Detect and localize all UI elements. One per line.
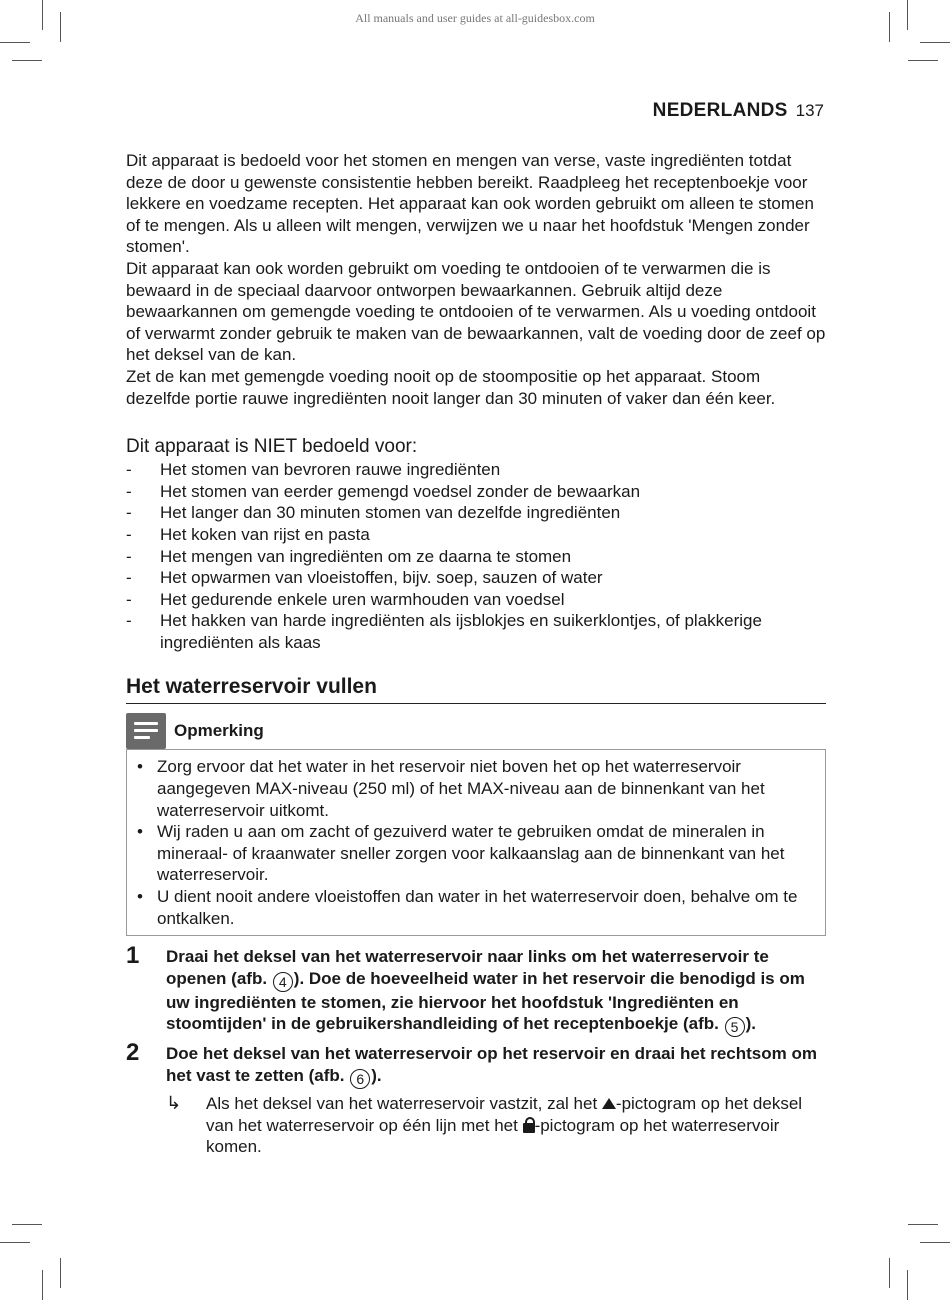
page-header: [653, 100, 824, 122]
watermark: All manuals and user guides at all-guidesbox.com: [355, 11, 595, 25]
crop-mark: [42, 1270, 43, 1300]
list-item: - Het hakken van harde ingrediënten als ijsblokjes en suikerklontjes, of plakkerige ingrediënten als kaas: [126, 611, 762, 652]
crop-mark: [920, 1242, 950, 1243]
crop-mark: [908, 60, 938, 61]
language-label: NEDERLANDS: [652, 100, 788, 121]
step-number: 1: [126, 942, 140, 970]
step-text: Draai het deksel van het waterreservoir naar links om het waterreservoir te openen (afb. 4 ). Doe de hoeveelheid water in het reservoir die benodigd is om uw ingrediënten te stomen, zie hiervoor het hoofdstuk 'Ingrediënten en stoomtijden' in de gebruikershandleiding of het receptenboekje (afb. 5 ).: [166, 947, 805, 1036]
note-icon: [126, 713, 166, 749]
list-item: - Het koken van rijst en pasta: [126, 524, 370, 544]
crop-mark: [12, 1224, 42, 1225]
intro-paragraph: Zet de kan met gemengde voeding nooit op de stoompositie op het apparaat. Stoom dezelfde portie rauwe ingrediënten nooit langer dan 30 minuten of vaker dan één keer.: [126, 366, 776, 408]
not-intended-list: [126, 459, 826, 653]
note-box: [126, 749, 826, 936]
step-number: 2: [126, 1039, 140, 1067]
section-title: Het waterreservoir vullen: [126, 673, 826, 704]
page-content: [126, 150, 826, 1164]
intro-paragraph: Dit apparaat is bedoeld voor het stomen en mengen van verse, vaste ingrediënten totdat deze de door u gewenste consistentie hebben bereikt. Raadpleeg het receptenboekje voor lekkere en voedzame recepten. Het apparaat kan ook worden gebruikt om alleen te stomen of te mengen. Als u alleen wilt mengen, verwijzen we u naar het hoofdstuk 'Mengen zonder stomen'.: [126, 151, 814, 257]
list-item: • Wij raden u aan om zacht of gezuiverd water te gebruiken omdat de mineralen in mineraal- of kraanwater sneller zorgen voor kalkaanslag aan de binnenkant van het waterreservoir.: [137, 822, 785, 885]
figure-reference: 6: [350, 1069, 370, 1089]
list-item: • Zorg ervoor dat het water in het reservoir niet boven het op het waterreservoir aangegeven MAX-niveau (250 ml) of het MAX-niveau aan de binnenkant van het waterreservoir uitkomt.: [137, 757, 765, 820]
step-list: [126, 942, 826, 1158]
crop-mark: [889, 1258, 890, 1288]
note-label: Opmerking: [174, 721, 264, 741]
figure-reference: 5: [725, 1017, 745, 1037]
crop-mark: [908, 1224, 938, 1225]
list-item: - Het langer dan 30 minuten stomen van dezelfde ingrediënten: [126, 503, 621, 523]
list-item: - Het mengen van ingrediënten om ze daarna te stomen: [126, 546, 572, 566]
intro-paragraph: Dit apparaat kan ook worden gebruikt om voeding te ontdooien of te verwarmen die is bewaard in de speciaal daarvoor ontworpen bewaarkannen. Gebruik altijd deze bewaarkannen om gemengde voeding te ontdooien of te verwarmen. Als u voeding ontdooit of verwarmt zonder gebruik te maken van de bewaarkannen, valt de voeding door de zeef op het deksel van de kan.: [126, 258, 826, 365]
crop-mark: [907, 1270, 908, 1300]
list-item: - Het gedurende enkele uren warmhouden van voedsel: [126, 589, 565, 609]
step-text: Doe het deksel van het waterreservoir op het reservoir en draai het rechtsom om het vast te zetten (afb. 6 ).: [166, 1044, 817, 1087]
figure-reference: 4: [273, 972, 293, 992]
not-intended-heading: Dit apparaat is NIET bedoeld voor:: [126, 436, 418, 458]
lock-icon: [523, 1117, 535, 1133]
step-result: ↳ Als het deksel van het waterreservoir vastzit, zal het -pictogram op het deksel van het waterreservoir op één lijn met het -pictogram op het waterreservoir komen.: [166, 1093, 803, 1157]
step: [126, 942, 826, 1037]
step: [126, 1039, 826, 1157]
note-header: [126, 713, 826, 749]
result-arrow-icon: ↳: [166, 1093, 182, 1113]
crop-mark: [0, 42, 30, 43]
list-item: - Het stomen van bevroren rauwe ingrediënten: [126, 460, 501, 480]
triangle-icon: [602, 1098, 616, 1109]
list-item: - Het opwarmen van vloeistoffen, bijv. soep, sauzen of water: [126, 568, 603, 588]
note-list: [133, 756, 817, 929]
page-number: 137: [795, 101, 824, 120]
crop-mark: [12, 60, 42, 61]
crop-mark: [60, 1258, 61, 1288]
crop-mark: [0, 1242, 30, 1243]
list-item: - Het stomen van eerder gemengd voedsel zonder de bewaarkan: [126, 481, 641, 501]
list-item: • U dient nooit andere vloeistoffen dan water in het waterreservoir doen, behalve om te ontkalken.: [137, 887, 798, 928]
crop-mark: [920, 42, 950, 43]
